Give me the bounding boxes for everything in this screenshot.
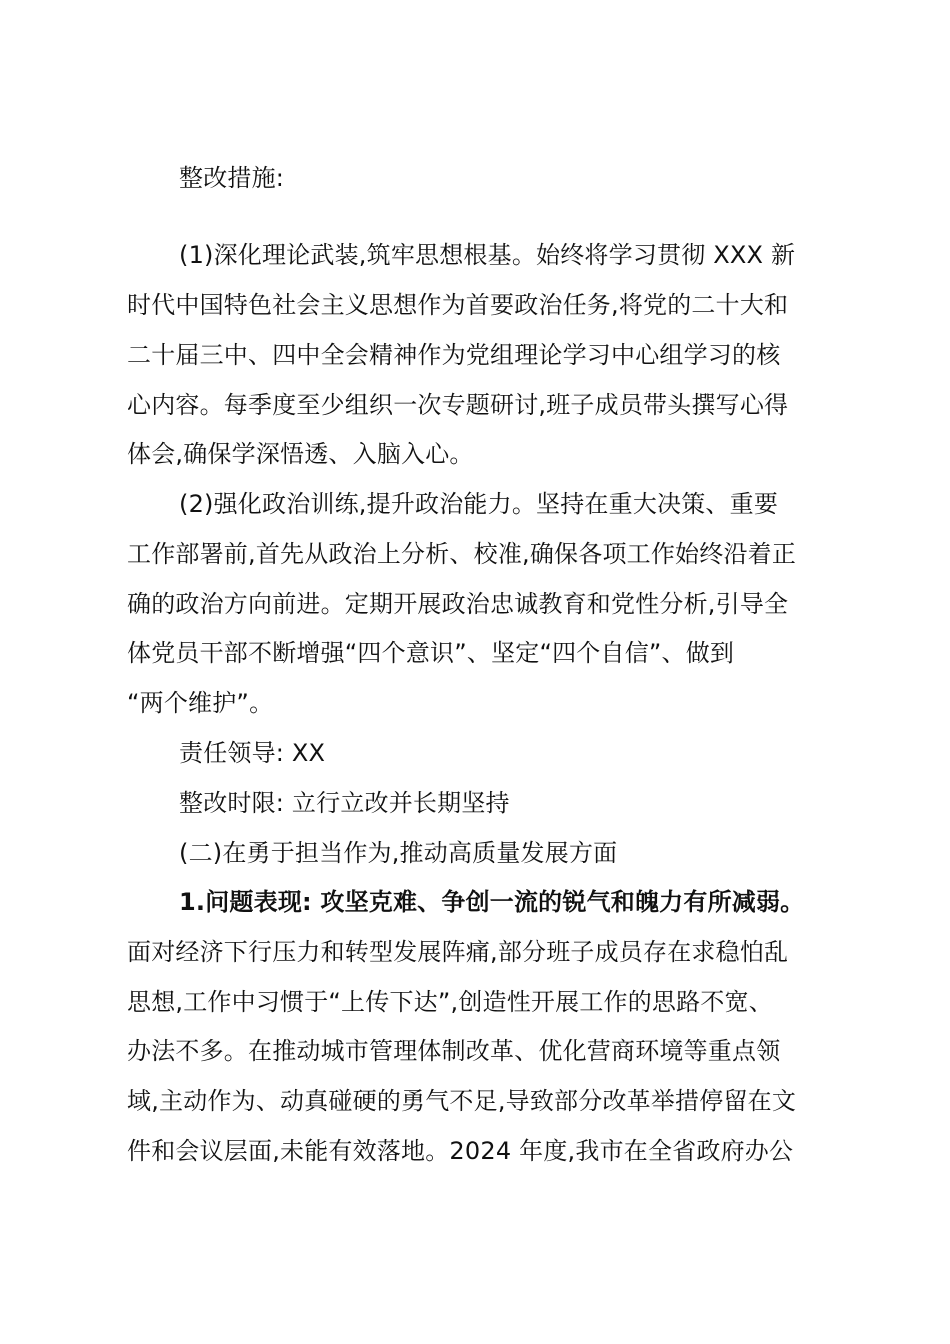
paragraph-line: 体会,确保学深悟透、入脑入心。 [127, 440, 474, 468]
section-heading: (二)在勇于担当作为,推动高质量发展方面 [179, 839, 618, 867]
paragraph-line: 二十届三中、四中全会精神作为党组理论学习中心组学习的核 [127, 341, 781, 369]
paragraph-line: 域,主动作为、动真碰硬的勇气不足,导致部分改革举措停留在文 [127, 1087, 797, 1115]
paragraph-line: 面对经济下行压力和转型发展阵痛,部分班子成员存在求稳怕乱 [127, 938, 789, 966]
paragraph-line: 件和会议层面,未能有效落地。2024 年度,我市在全省政府办公 [127, 1137, 794, 1165]
paragraph-line: (1)深化理论武装,筑牢思想根基。始终将学习贯彻 XXX 新 [179, 241, 796, 269]
paragraph-line: 时代中国特色社会主义思想作为首要政治任务,将党的二十大和 [127, 291, 789, 319]
paragraph-line: 工作部署前,首先从政治上分析、校准,确保各项工作始终沿着正 [127, 540, 797, 568]
paragraph-line: (2)强化政治训练,提升政治能力。坚持在重大决策、重要 [179, 490, 779, 518]
problem-heading: 1.问题表现: 攻坚克难、争创一流的锐气和魄力有所减弱。 [179, 888, 805, 916]
responsible-leader: 责任领导: XX [179, 739, 326, 767]
rectification-measures-label: 整改措施: [179, 164, 285, 192]
paragraph-line: 心内容。每季度至少组织一次专题研讨,班子成员带头撰写心得 [127, 391, 789, 419]
paragraph-line: “两个维护”。 [127, 689, 274, 717]
paragraph-line: 确的政治方向前进。定期开展政治忠诚教育和党性分析,引导全 [127, 590, 789, 618]
rectification-deadline: 整改时限: 立行立改并长期坚持 [179, 789, 510, 817]
paragraph-line: 体党员干部不断增强“四个意识”、坚定“四个自信”、做到 [127, 639, 735, 667]
paragraph-line: 办法不多。在推动城市管理体制改革、优化营商环境等重点领 [127, 1037, 781, 1065]
paragraph-line: 思想,工作中习惯于“上传下达”,创造性开展工作的思路不宽、 [127, 988, 773, 1016]
